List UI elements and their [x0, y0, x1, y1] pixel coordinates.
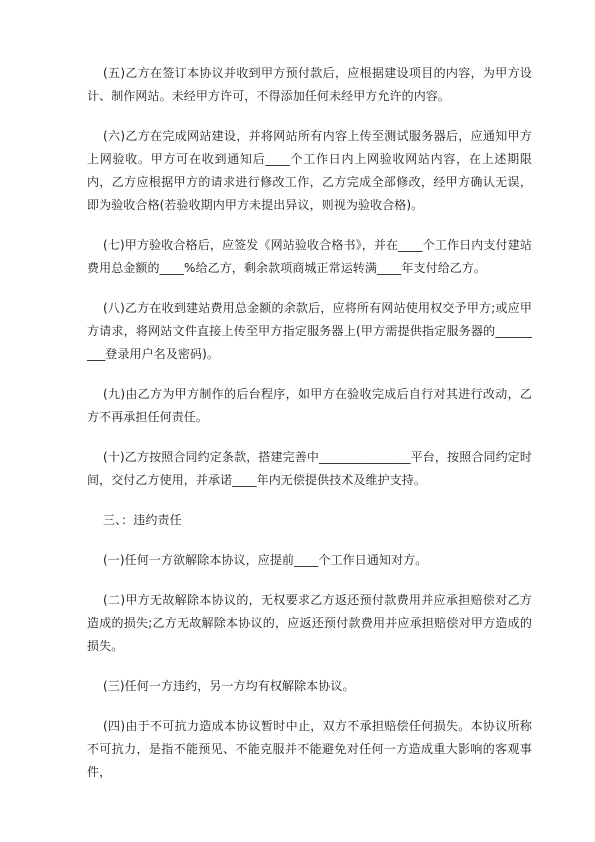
section-3-heading: 三、：违约责任: [103, 513, 182, 527]
clause-6-paragraph: (六)乙方在完成网站建设，并将网站所有内容上传至测试服务器后，应通知甲方上网验收。甲方可在收到通知后____个工作日内上网验收网站内容，在上述期限内，乙方应根据甲方的请求进行修改工作，乙方完成全部修改，经甲方确认无误，即为验收合格(若验收期内甲方未提出异议，则视为验收合格)。: [87, 129, 532, 212]
breach-clause-4-paragraph: (四)由于不可抗力造成本协议暂时中止，双方不承担赔偿任何损失。本协议所称不可抗力，是指不能预见、不能克服并不能避免对任何一方造成重大影响的客观事件，: [87, 719, 532, 779]
clause-5-paragraph: (五)乙方在签订本协议并收到甲方预付款后，应根据建设项目的内容，为甲方设计、制作网站。未经甲方许可，不得添加任何未经甲方允许的内容。: [87, 66, 532, 103]
clause-9-paragraph: (九)由乙方为甲方制作的后台程序，如甲方在验收完成后自行对其进行改动，乙方不再承担任何责任。: [87, 387, 532, 424]
clause-7-paragraph: (七)甲方验收合格后，应签发《网站验收合格书》，并在____个工作日内支付建站费用总金额的____%给乙方，剩余款项商城正常运转满____年支付给乙方。: [87, 238, 532, 275]
clause-8-paragraph: (八)乙方在收到建站费用总金额的余款后，应将所有网站使用权交予甲方;或应甲方请求，将网站文件直接上传至甲方指定服务器上(甲方需提供指定服务器的_________登录用户名及密码)。: [87, 301, 532, 361]
breach-clause-2-paragraph: (二)甲方无故解除本协议的，无权要求乙方返还预付款费用并应承担赔偿对乙方造成的损失;乙方无故解除本协议的，应返还预付款费用并应承担赔偿对甲方造成的损失。: [87, 593, 532, 653]
breach-clause-1-paragraph: (一)任何一方欲解除本协议，应提前____个工作日通知对方。: [103, 553, 428, 567]
document-body: [87, 62, 532, 801]
breach-clause-3-paragraph: (三)任何一方违约，另一方均有权解除本协议。: [103, 679, 355, 693]
clause-10-paragraph: (十)乙方按照合同约定条款，搭建完善中_______________平台，按照合同约定时间，交付乙方使用，并承诺____年内无偿提供技术及维护支持。: [87, 450, 532, 487]
